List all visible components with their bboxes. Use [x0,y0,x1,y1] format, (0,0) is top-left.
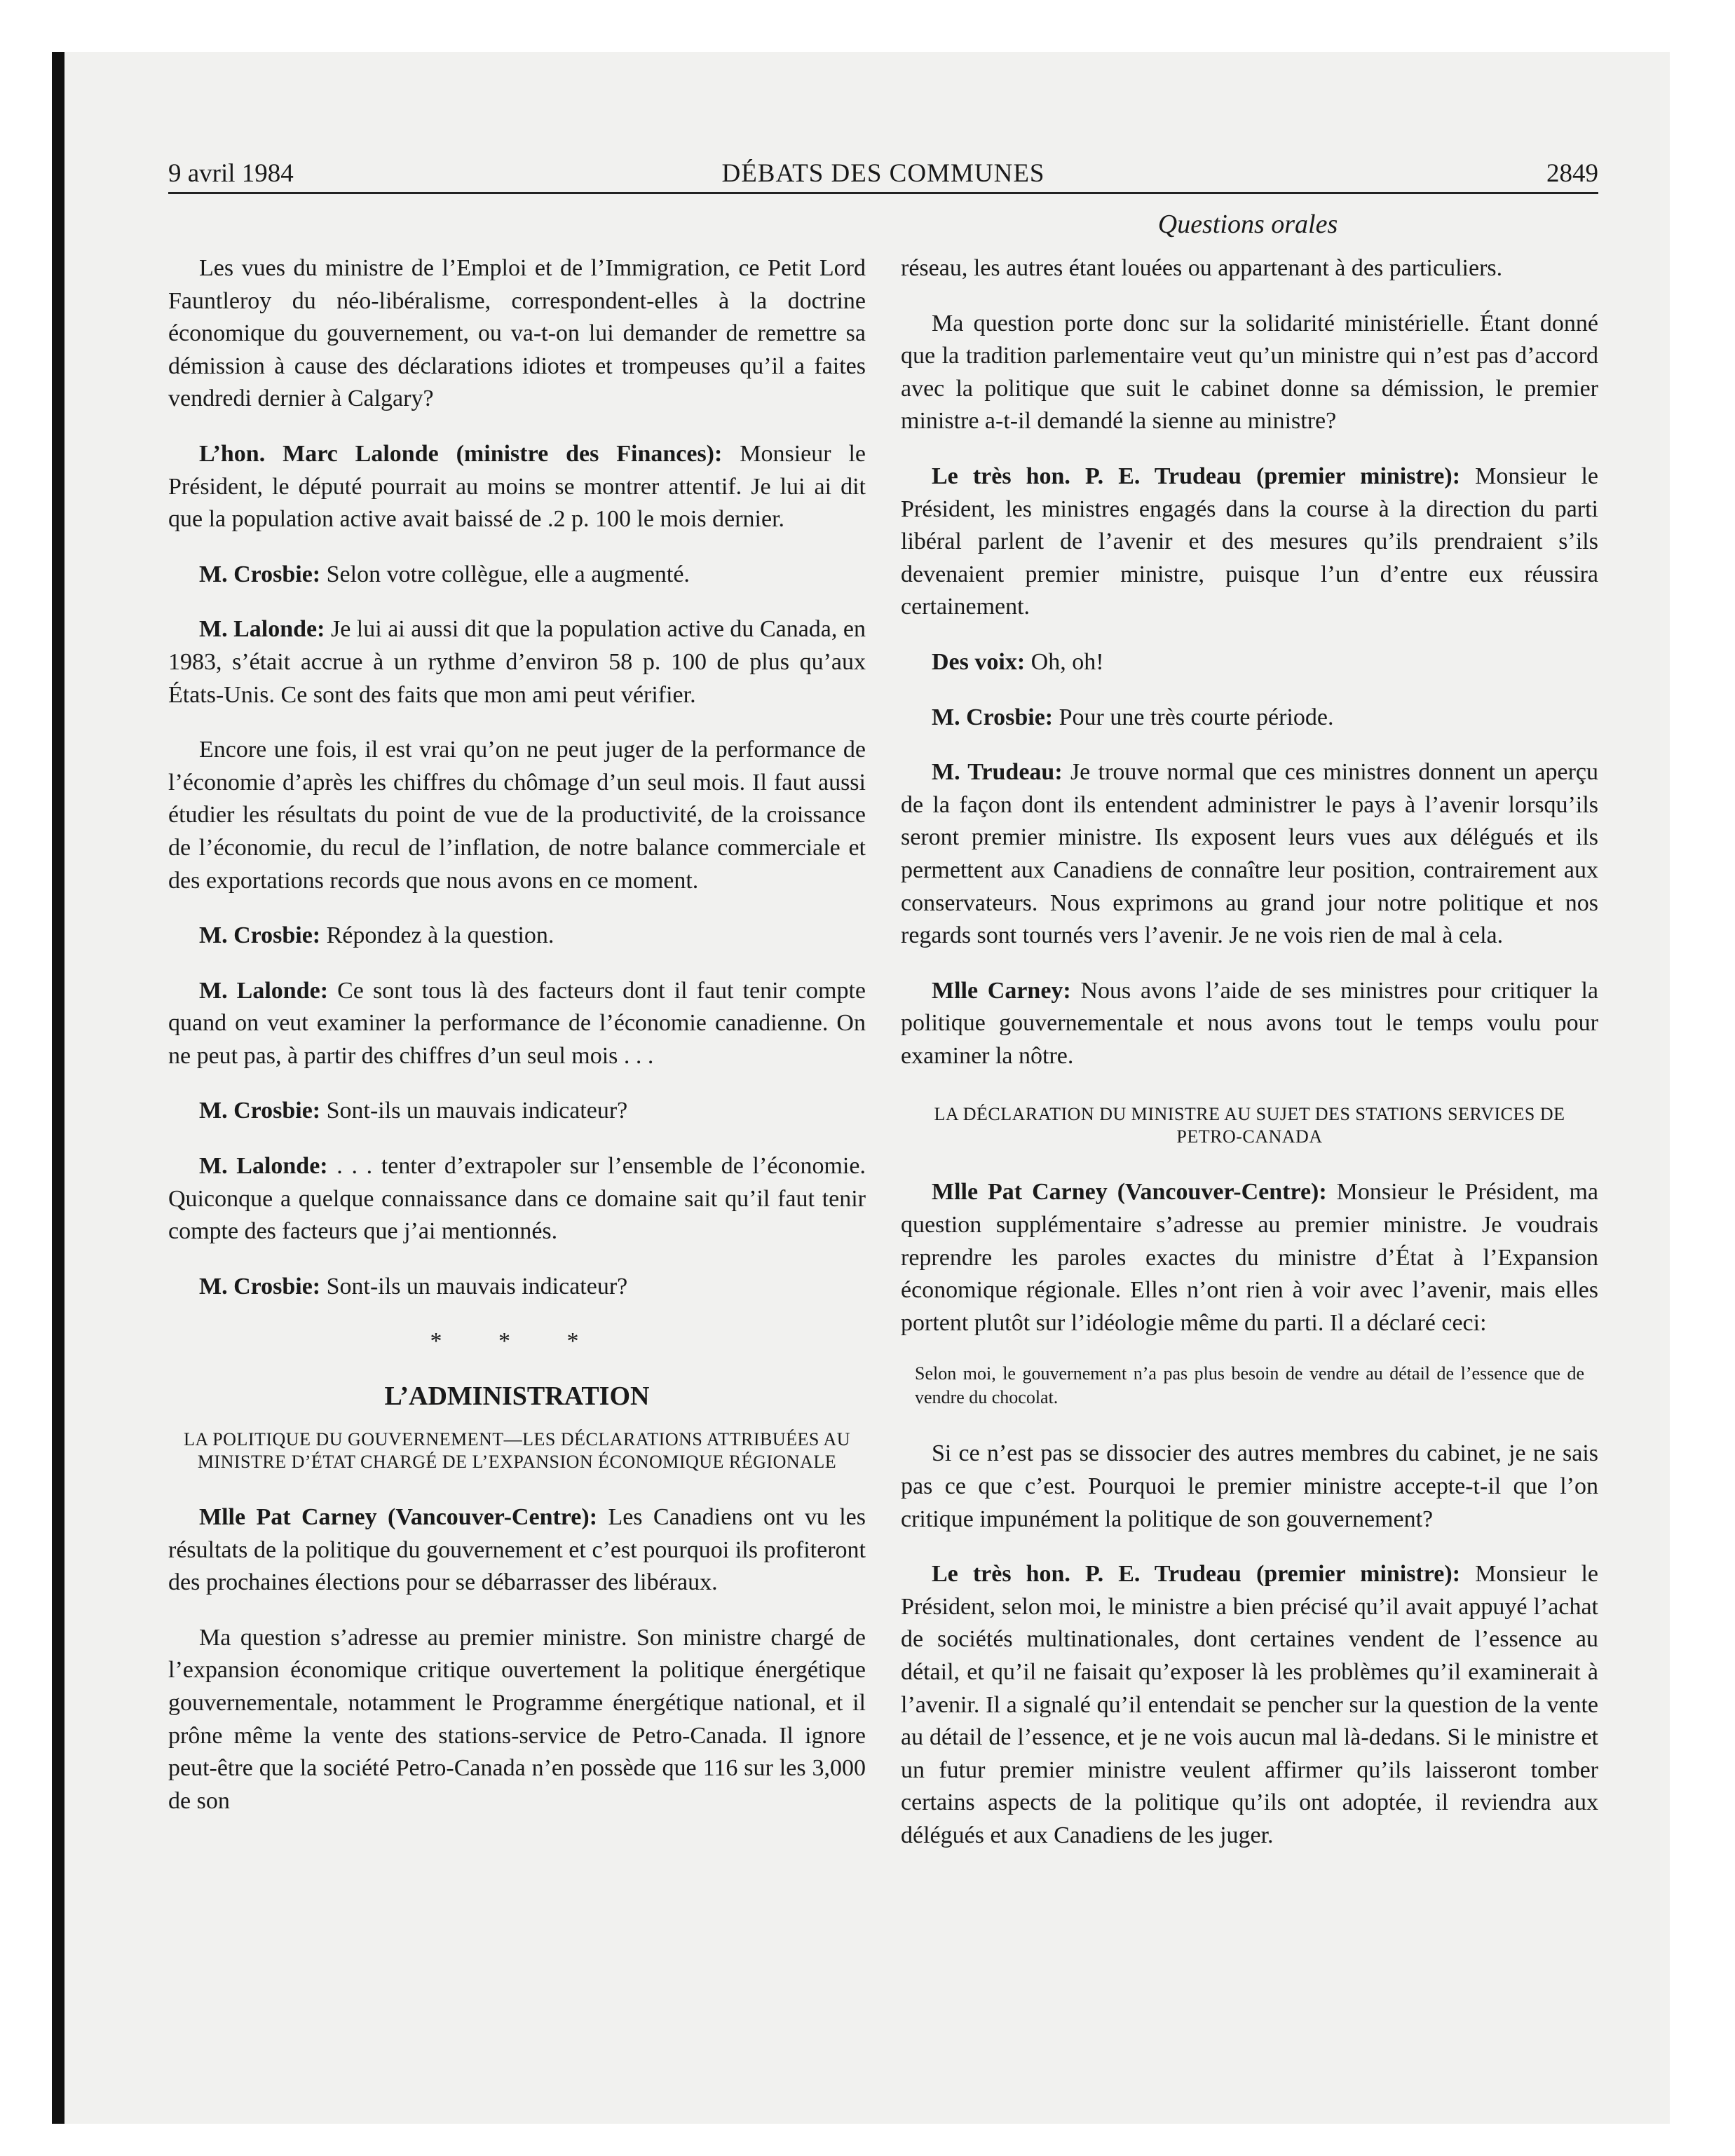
paragraph: Ma question s’adresse au premier ministre. Son ministre chargé de l’expansion économique critique ouvertement la politique énergétique gouvernementale, notamment le Programme énergétique national, et il prône même la vente des stations-service de Petro-Canada. Il ignore peut-être que la société Petro-Canada n’en possède que 116 sur les 3,000 de son [168,1624,866,1814]
speech-text: Répondez à la question. [320,922,554,949]
speaker-name: M. Crosbie: [199,1098,321,1124]
speech-text: Je lui ai aussi dit que la population active du Canada, en 1983, s’était accrue à un rythme d’environ 58 p. 100 de plus qu’aux États-Unis. Ce sont des faits que mon ami peut vérifier. [168,616,866,708]
header-rule [168,192,1598,194]
section-label: Questions orales [1157,210,1338,239]
paragraph: Encore une fois, il est vrai qu’on ne peut juger de la performance de l’économie d’après les chiffres du chômage d’un seul mois. Il faut aussi étudier les résultats du point de vue de la productivité, de la croissance de l’économie, du recul de l’inflation, de notre balance commerciale et des exportations records que nous avons en ce moment. [168,737,866,894]
speech-text: Nous avons l’aide de ses ministres pour critiquer la politique gouvernementale et nous avons tout le temps voulu pour examiner la nôtre. [901,977,1598,1069]
speaker-name: M. Crosbie: [199,1273,321,1299]
speech-text: Ce sont tous là des facteurs dont il faut tenir compte quand on veut examiner la performance de l’économie canadienne. On ne peut pas, à partir des chiffres d’un seul mois . . . [168,977,866,1069]
paragraph [901,1558,1598,1852]
paragraph: réseau, les autres étant louées ou appartenant à des particuliers. [901,255,1503,281]
speaker-name: M. Trudeau: [932,759,1063,786]
section-heading: L’ADMINISTRATION [384,1381,650,1412]
speech-text: . . . tenter d’extrapoler sur l’ensemble de l’économie. Quiconque a quelque connaissance dans ce domaine sait qu’il faut tenir compte des facteurs que j’ai mentionnés. [168,1153,866,1245]
section-separator: * * * [430,1328,604,1355]
speaker-name: M. Crosbie: [932,704,1054,730]
speaker-name: Mlle Carney: [932,977,1071,1004]
speech-text: Monsieur le Président, le député pourrait au moins se montrer attentif. Je lui ai dit que la population active avait baissé de .2 p. 100 le mois dernier. [168,440,866,533]
paragraph [901,1176,1598,1339]
scan-edge [52,52,64,2124]
speaker-name: Des voix: [932,648,1026,675]
page-number: 2849 [1546,159,1598,188]
speaker-name: L’hon. Marc Lalonde (ministre des Finances): [199,440,723,467]
paragraph [901,460,1598,624]
speaker-name: M. Crosbie: [199,561,321,587]
paragraph [901,702,1598,735]
paragraph [168,438,866,536]
speaker-name: M. Crosbie: [199,922,321,949]
paragraph [901,756,1598,953]
paragraph [168,1271,866,1304]
speaker-name: Mlle Pat Carney (Vancouver-Centre): [199,1504,598,1531]
paragraph [901,975,1598,1073]
speaker-name: Le très hon. P. E. Trudeau (premier ministre): [932,1561,1461,1588]
speaker-name: Le très hon. P. E. Trudeau (premier ministre): [932,463,1461,489]
speaker-name: M. Lalonde: [199,1153,328,1180]
right-column [901,252,1598,1875]
paragraph [901,646,1598,679]
speech-text: Monsieur le Président, ma question supplémentaire s’adresse au premier ministre. Je voudrais reprendre les paroles exactes du ministre d’État à l’Expansion économique régionale. Elles n’ont rien à voir avec l’avenir, mais elles portent plutôt sur l’idéologie même du parti. Il a déclaré ceci: [901,1179,1598,1336]
paragraph [168,613,866,711]
paragraph [168,1501,866,1599]
speech-text: Je trouve normal que ces ministres donnent un aperçu de la façon dont ils entendent administrer le pays à l’avenir lorsqu’ils seront premier ministre. Ils exposent leurs vues aux délégués et ils permettent aux Canadiens de connaître leur position, contrairement aux conservateurs. Nous exprimons au grand jour notre politique et nos regards sont tournés vers l’avenir. Je ne vois rien de mal à cela. [901,759,1598,949]
speech-text: Oh, oh! [1025,648,1104,675]
speech-text: Selon votre collègue, elle a augmenté. [320,561,690,587]
paragraph [168,1150,866,1248]
paragraph: Si ce n’est pas se dissocier des autres membres du cabinet, je ne sais pas ce que c’est. Pourquoi le premier ministre accepte-t-il que l’on critique impunément la politique de son gouvernement? [901,1440,1598,1532]
paragraph: Ma question porte donc sur la solidarité ministérielle. Étant donné que la tradition parlementaire veut qu’un ministre qui n’est pas d’accord avec la politique que suit le cabinet donne sa démission, le premier ministre a-t-il demandé la sienne au ministre? [901,310,1598,435]
header-title: DÉBATS DES COMMUNES [721,159,1045,188]
speech-text: Pour une très courte période. [1053,704,1334,730]
block-quote: Selon moi, le gouvernement n’a pas plus besoin de vendre au détail de l’essence que de vendre du chocolat. [915,1363,1584,1408]
speaker-name: M. Lalonde: [199,616,325,643]
speaker-name: M. Lalonde: [199,977,329,1004]
speech-text: Monsieur le Président, les ministres engagés dans la course à la direction du parti libéral parlent de l’avenir et des mesures qu’ils prendraient s’ils devenaient premier ministre, puisque l’un d’entre eux réussira certainement. [901,463,1599,620]
speech-text: Sont-ils un mauvais indicateur? [320,1273,628,1299]
section-subheading: LA DÉCLARATION DU MINISTRE AU SUJET DES STATIONS SERVICES DE PETRO-CANADA [934,1104,1565,1147]
section-subheading: LA POLITIQUE DU GOUVERNEMENT—LES DÉCLARATIONS ATTRIBUÉES AU MINISTRE D’ÉTAT CHARGÉ DE L’EXPANSION ÉCONOMIQUE RÉGIONALE [183,1429,851,1473]
speech-text: Monsieur le Président, selon moi, le ministre a bien précisé qu’il avait appuyé l’achat de sociétés multinationales, dont certaines vendent de l’essence au détail, et qu’il ne faisait qu’exposer là les problèmes qu’il examinerait à l’avenir. Il a signalé qu’il entendait se pencher sur la question de la vente au détail de l’essence, et je ne vois aucun mal là-dedans. Si le ministre et un futur premier ministre veulent affirmer qu’ils laisseront tomber certains aspects de la politique qu’ils ont adoptée, il reviendra aux délégués et aux Canadiens de les juger. [901,1561,1599,1848]
page-header [168,156,1598,192]
paragraph [168,920,866,953]
paragraph: Les vues du ministre de l’Emploi et de l’Immigration, ce Petit Lord Fauntleroy du néo-libéralisme, correspondent-elles à la doctrine économique du gouvernement, ou va-t-on lui demander de remettre sa démission à cause des déclarations idiotes et trompeuses qu’il a faites vendredi dernier à Calgary? [168,255,866,412]
speaker-name: Mlle Pat Carney (Vancouver-Centre): [932,1179,1327,1206]
paragraph [168,559,866,592]
header-date: 9 avril 1984 [168,159,294,188]
speech-text: Sont-ils un mauvais indicateur? [320,1098,628,1124]
speech-text: Les Canadiens ont vu les résultats de la politique du gouvernement et c’est pourquoi ils profiteront des prochaines élections pour se débarrasser des libéraux. [168,1504,866,1596]
left-column [168,252,866,1840]
paragraph [168,1095,866,1128]
paragraph [168,975,866,1073]
